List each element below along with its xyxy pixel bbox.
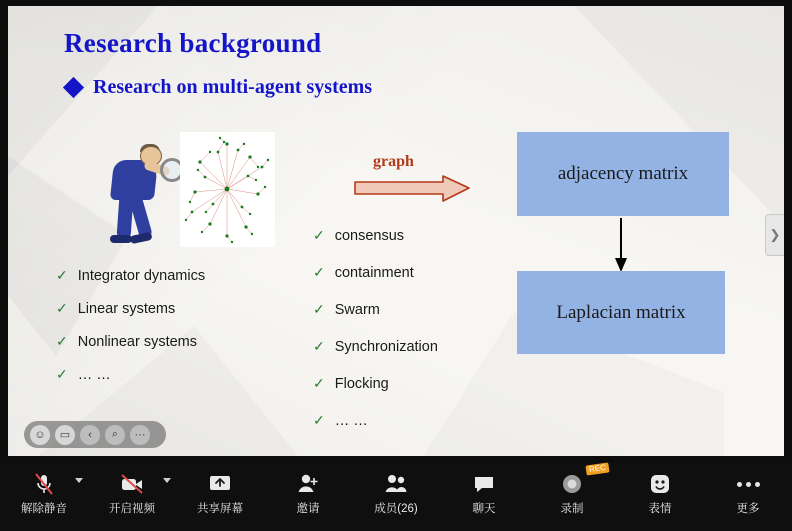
list-item-label: Synchronization (334, 339, 438, 355)
list-item-label: containment (334, 265, 414, 281)
adjacency-matrix-box (517, 132, 729, 216)
list-item (313, 339, 438, 355)
list-item-label: Swarm (334, 302, 380, 318)
list-item (56, 301, 205, 317)
check-icon: ✓ (313, 338, 325, 354)
person-foot (129, 232, 152, 244)
bullet-heading-label: Research on multi-agent systems (93, 76, 373, 98)
list-item-label: … … (77, 367, 111, 383)
list-item-label: Integrator dynamics (77, 268, 206, 284)
reactions-label: 表情 (648, 503, 672, 515)
floating-reaction-bar[interactable] (24, 421, 166, 448)
start-video-button[interactable] (101, 466, 163, 528)
list-item-label: consensus (334, 228, 405, 244)
participants-label: 成员(26) (374, 503, 418, 515)
invite-label: 邀请 (296, 503, 320, 515)
check-icon: ✓ (56, 267, 68, 283)
record-badge: REC (586, 462, 610, 475)
chevron-up-icon[interactable] (163, 478, 171, 483)
left-topic-list (56, 268, 205, 400)
collapse-left-icon[interactable]: ‹ (80, 425, 100, 445)
middle-topic-list (313, 228, 438, 450)
list-item (56, 367, 205, 383)
bullet-heading (66, 76, 372, 99)
more-dots-icon (737, 472, 760, 496)
researcher-illustration (100, 142, 180, 252)
adjacency-matrix-label: adjacency matrix (557, 163, 689, 184)
meeting-toolbar (0, 463, 792, 531)
chevron-right-icon: ❯ (769, 227, 781, 242)
invite-button[interactable] (277, 466, 339, 528)
record-label: 录制 (560, 503, 584, 515)
unmute-button[interactable] (13, 466, 75, 528)
participants-button[interactable] (365, 466, 427, 528)
record-icon (560, 462, 607, 496)
share-screen-icon (208, 472, 232, 496)
record-button[interactable] (541, 462, 607, 528)
camera-muted-icon (119, 472, 145, 496)
share-screen-button[interactable] (189, 466, 251, 528)
smiley-icon (648, 472, 672, 496)
chat-icon (472, 472, 496, 496)
list-item-label: … … (334, 413, 368, 429)
list-item-label: Flocking (334, 376, 389, 392)
chat-bubble-icon[interactable]: ▭ (55, 425, 75, 445)
check-icon: ✓ (313, 227, 325, 243)
list-item (56, 334, 205, 350)
chat-label: 聊天 (472, 503, 496, 515)
list-item-label: Linear systems (77, 301, 176, 317)
check-icon: ✓ (313, 301, 325, 317)
check-icon: ✓ (313, 264, 325, 280)
diamond-bullet-icon (63, 77, 84, 98)
person-foot (110, 235, 132, 243)
emoji-smiley-icon[interactable]: ☺ (30, 425, 50, 445)
list-item (313, 265, 438, 281)
shared-screen-slide[interactable] (8, 6, 784, 456)
list-item (56, 268, 205, 284)
start-video-label: 开启视频 (109, 503, 155, 515)
invite-person-icon (296, 472, 320, 496)
slide-title: Research background (64, 28, 322, 58)
laplacian-matrix-label: Laplacian matrix (556, 301, 686, 323)
network-graph-image (180, 132, 275, 247)
unmute-label: 解除静音 (21, 503, 67, 515)
next-slide-button[interactable] (765, 214, 784, 256)
list-item-label: Nonlinear systems (77, 334, 197, 350)
chat-button[interactable] (453, 466, 515, 528)
list-item (313, 376, 438, 392)
right-arrow-icon (353, 174, 471, 208)
chevron-up-icon[interactable] (75, 478, 83, 483)
reactions-button[interactable] (629, 466, 691, 528)
more-label: 更多 (736, 503, 760, 515)
list-item (313, 413, 438, 429)
more-options-icon[interactable]: ··· (130, 425, 150, 445)
down-arrow-icon (608, 218, 634, 274)
share-screen-label: 共享屏幕 (197, 503, 243, 515)
participants-icon (384, 472, 408, 496)
list-item (313, 302, 438, 318)
zoom-icon[interactable]: ⌕ (105, 425, 125, 445)
more-button[interactable] (717, 466, 779, 528)
check-icon: ✓ (313, 412, 325, 428)
check-icon: ✓ (56, 333, 68, 349)
graph-label: graph (373, 153, 414, 170)
check-icon: ✓ (56, 366, 68, 382)
check-icon: ✓ (313, 375, 325, 391)
laplacian-matrix-box (517, 271, 725, 354)
list-item (313, 228, 438, 244)
microphone-muted-icon (33, 472, 55, 496)
check-icon: ✓ (56, 300, 68, 316)
